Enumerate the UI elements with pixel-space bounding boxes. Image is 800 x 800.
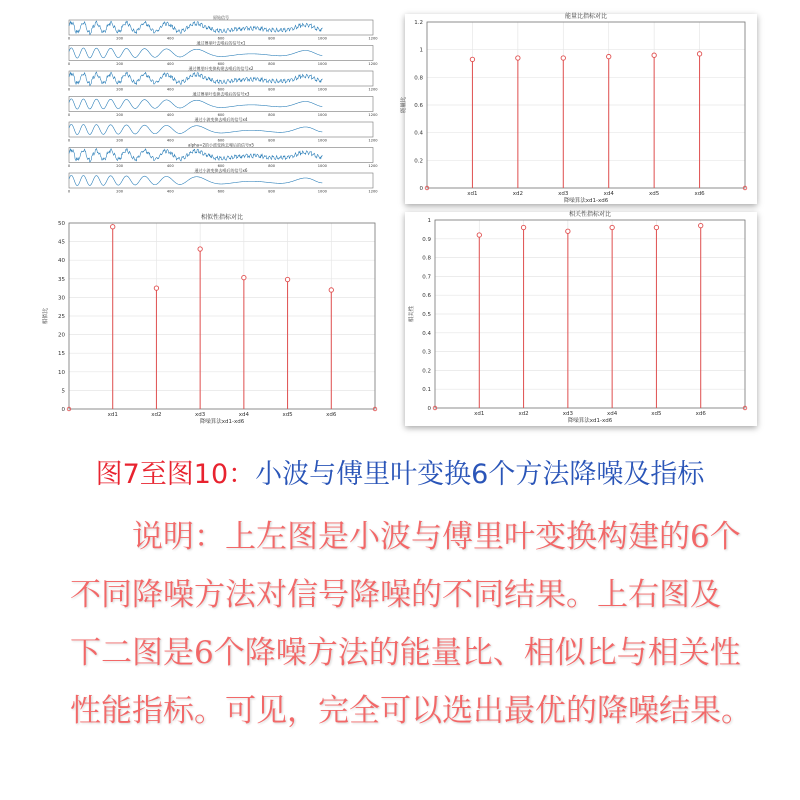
y-tick-label: 5 xyxy=(61,388,65,395)
stem-marker xyxy=(699,223,703,227)
x-tick-label: 400 xyxy=(166,164,174,168)
y-tick-label: 0.2 xyxy=(422,368,431,375)
x-tick-label: 400 xyxy=(166,189,174,194)
stem-marker xyxy=(521,225,525,229)
y-tick-label: 0.5 xyxy=(422,312,431,318)
y-tick-label: 0 xyxy=(427,406,431,412)
x-tick-label: 800 xyxy=(268,62,276,66)
caption-text: 小波与傅里叶变换6个方法降噪及指标 xyxy=(255,459,705,490)
subplot-title: 通过傅里叶变换构建去噪后的信号x2 xyxy=(188,66,254,72)
x-tick-label: 0 xyxy=(67,189,71,194)
x-tick-label: xd1 xyxy=(474,411,485,417)
x-tick-label: xd3 xyxy=(195,412,206,418)
x-tick-label: 400 xyxy=(166,62,174,66)
y-tick-label: 1.2 xyxy=(414,20,423,26)
subplot-title: alpha=2的小波变换去噪后的信号x5 xyxy=(188,142,254,148)
x-tick-label: 0 xyxy=(67,164,71,168)
chart-title: 相关性指标对比 xyxy=(568,211,612,218)
y-tick-label: 0.9 xyxy=(422,236,431,243)
x-tick-label: 600 xyxy=(217,36,225,41)
x-tick-label: 200 xyxy=(116,87,124,92)
y-tick-label: 0.4 xyxy=(414,130,423,137)
x-tick-label: 400 xyxy=(166,138,174,143)
x-tick-label: 1200 xyxy=(368,62,378,66)
x-tick-label: 800 xyxy=(268,113,276,117)
x-tick-label: xd1 xyxy=(107,412,118,418)
stem-marker xyxy=(154,286,158,290)
stem-marker xyxy=(477,233,481,237)
x-tick-label: 0 xyxy=(67,87,71,92)
x-tick-label: xd6 xyxy=(695,411,706,417)
x-tick-label: xd5 xyxy=(649,191,660,197)
x-axis-label: 降噪算法xd1-xd6 xyxy=(199,419,245,425)
x-tick-label: xd4 xyxy=(607,411,618,417)
subplot-frame xyxy=(69,148,373,163)
stem-marker xyxy=(697,52,701,56)
x-tick-label: 600 xyxy=(217,113,225,117)
x-tick-label: 800 xyxy=(268,189,276,194)
x-tick-label: xd6 xyxy=(326,412,337,418)
stem-marker xyxy=(652,53,656,57)
subplot-frame xyxy=(69,71,373,86)
note-line: 说明：上左图是小波与傅里叶变换构建的6个 xyxy=(70,519,741,555)
stem-marker xyxy=(561,56,565,60)
y-tick-label: 30 xyxy=(58,295,65,302)
y-tick-label: 0 xyxy=(419,186,423,192)
x-tick-label: 600 xyxy=(217,87,225,92)
x-tick-label: 400 xyxy=(166,87,174,92)
y-tick-label: 0.4 xyxy=(422,330,431,337)
x-tick-label: 0 xyxy=(67,113,71,117)
y-tick-label: 0 xyxy=(61,407,65,413)
x-tick-label: 1200 xyxy=(368,36,378,41)
x-tick-label: 400 xyxy=(166,113,174,117)
x-tick-label: 200 xyxy=(116,113,124,117)
stem-marker xyxy=(329,288,333,292)
x-tick-label: 1000 xyxy=(317,113,327,117)
similarity-chart xyxy=(43,214,390,425)
x-tick-label: 1200 xyxy=(368,87,378,92)
x-tick-label: 200 xyxy=(116,62,124,66)
stem-marker xyxy=(516,56,520,60)
x-axis-label: 降噪算法xd1-xd6 xyxy=(567,418,613,424)
x-tick-label: 200 xyxy=(116,189,124,194)
y-tick-label: 0.6 xyxy=(414,103,423,109)
note-line: 下二图是6个降噪方法的能量比、相似比与相关性 xyxy=(70,635,741,671)
note-line: 不同降噪方法对信号降噪的不同结果。上右图及 xyxy=(70,577,721,613)
y-tick-label: 1 xyxy=(427,218,431,224)
subplot-title: 通过小波变换去噪后的信号x4 xyxy=(194,117,248,123)
x-tick-label: 200 xyxy=(116,164,124,168)
x-tick-label: xd3 xyxy=(562,411,573,417)
y-tick-label: 0.8 xyxy=(414,75,423,82)
y-tick-label: 40 xyxy=(58,258,65,265)
x-tick-label: 1000 xyxy=(317,36,327,41)
chart-title: 相似性指标对比 xyxy=(200,214,244,221)
subplot-title: 通过小波变换去噪后的信号x6 xyxy=(194,168,248,174)
y-tick-label: 1 xyxy=(419,47,423,54)
x-tick-label: 800 xyxy=(268,138,276,143)
y-axis-label: 能量比 xyxy=(401,96,407,114)
chart-title: 能量比指标对比 xyxy=(564,13,608,20)
x-tick-label: xd5 xyxy=(651,411,662,417)
x-tick-label: 600 xyxy=(217,189,225,194)
stem-marker xyxy=(654,225,658,229)
y-axis-label: 相关性 xyxy=(409,305,415,323)
y-tick-label: 10 xyxy=(58,369,65,376)
subplot-frame xyxy=(69,20,373,35)
correlation-chart xyxy=(405,212,757,426)
stem-marker xyxy=(470,57,474,61)
stem-marker xyxy=(607,54,611,58)
stem-marker xyxy=(242,275,246,279)
x-tick-label: 1200 xyxy=(368,138,378,143)
x-tick-label: 1000 xyxy=(317,138,327,143)
stem-marker xyxy=(198,247,202,251)
subplot-title: 通过傅里叶变换去噪后的信号x3 xyxy=(192,91,250,97)
x-tick-label: 1200 xyxy=(368,164,378,168)
x-tick-label: 1000 xyxy=(317,189,327,194)
x-tick-label: 600 xyxy=(217,62,225,66)
stem-marker xyxy=(610,225,614,229)
y-tick-label: 20 xyxy=(58,332,65,339)
x-tick-label: 0 xyxy=(67,138,71,143)
stem-marker xyxy=(285,277,289,281)
x-axis-label: 降噪算法xd1-xd6 xyxy=(563,198,609,204)
y-tick-label: 15 xyxy=(58,351,65,358)
x-tick-label: xd6 xyxy=(694,191,705,197)
y-tick-label: 0.3 xyxy=(422,349,431,356)
x-tick-label: xd3 xyxy=(558,191,569,197)
note-line: 性能指标。可见，完全可以选出最优的降噪结果。 xyxy=(70,693,752,729)
x-tick-label: 1200 xyxy=(368,189,378,194)
y-tick-label: 45 xyxy=(58,239,65,246)
y-tick-label: 0.8 xyxy=(422,255,431,262)
x-tick-label: xd5 xyxy=(282,412,293,418)
x-tick-label: 200 xyxy=(116,138,124,143)
y-tick-label: 0.2 xyxy=(414,158,423,165)
x-tick-label: 200 xyxy=(116,36,124,41)
y-tick-label: 0.7 xyxy=(422,274,431,281)
x-tick-label: xd2 xyxy=(512,191,523,197)
y-tick-label: 50 xyxy=(58,221,65,227)
subplot-title: 通过傅里叶去噪后的信号x1 xyxy=(196,40,246,46)
x-tick-label: 1000 xyxy=(317,62,327,66)
x-tick-label: 400 xyxy=(166,36,174,41)
description-note xyxy=(70,508,784,740)
similarity-panel xyxy=(43,214,390,425)
x-tick-label: 600 xyxy=(217,164,225,168)
x-tick-label: xd4 xyxy=(603,191,614,197)
figure-ref: 图7至图10： xyxy=(95,459,256,490)
y-tick-label: 25 xyxy=(58,314,65,320)
signals-chart xyxy=(55,14,385,194)
energy-panel xyxy=(401,13,757,204)
y-tick-label: 0.1 xyxy=(422,387,431,394)
stem-marker xyxy=(566,229,570,233)
x-tick-label: xd1 xyxy=(467,191,478,197)
subplot-title: 原始信号 xyxy=(213,15,229,21)
x-tick-label: xd2 xyxy=(151,412,162,418)
x-tick-label: 1000 xyxy=(317,87,327,92)
x-tick-label: xd4 xyxy=(238,412,249,418)
x-tick-label: 800 xyxy=(268,164,276,168)
x-tick-label: 0 xyxy=(67,62,71,66)
energy-chart xyxy=(401,13,757,204)
x-tick-label: 800 xyxy=(268,87,276,92)
signals-panel xyxy=(55,14,385,194)
y-axis-label: 相似比 xyxy=(43,307,49,325)
correlation-panel xyxy=(405,212,757,426)
stem-marker xyxy=(111,225,115,229)
y-tick-label: 0.6 xyxy=(422,293,431,300)
x-tick-label: 1200 xyxy=(368,113,378,117)
y-tick-label: 35 xyxy=(58,276,65,283)
x-tick-label: xd2 xyxy=(518,411,529,417)
x-tick-label: 1000 xyxy=(317,164,327,168)
x-tick-label: 800 xyxy=(268,36,276,41)
figure-caption xyxy=(0,452,800,491)
x-tick-label: 0 xyxy=(67,36,71,41)
x-tick-label: 600 xyxy=(217,138,225,143)
